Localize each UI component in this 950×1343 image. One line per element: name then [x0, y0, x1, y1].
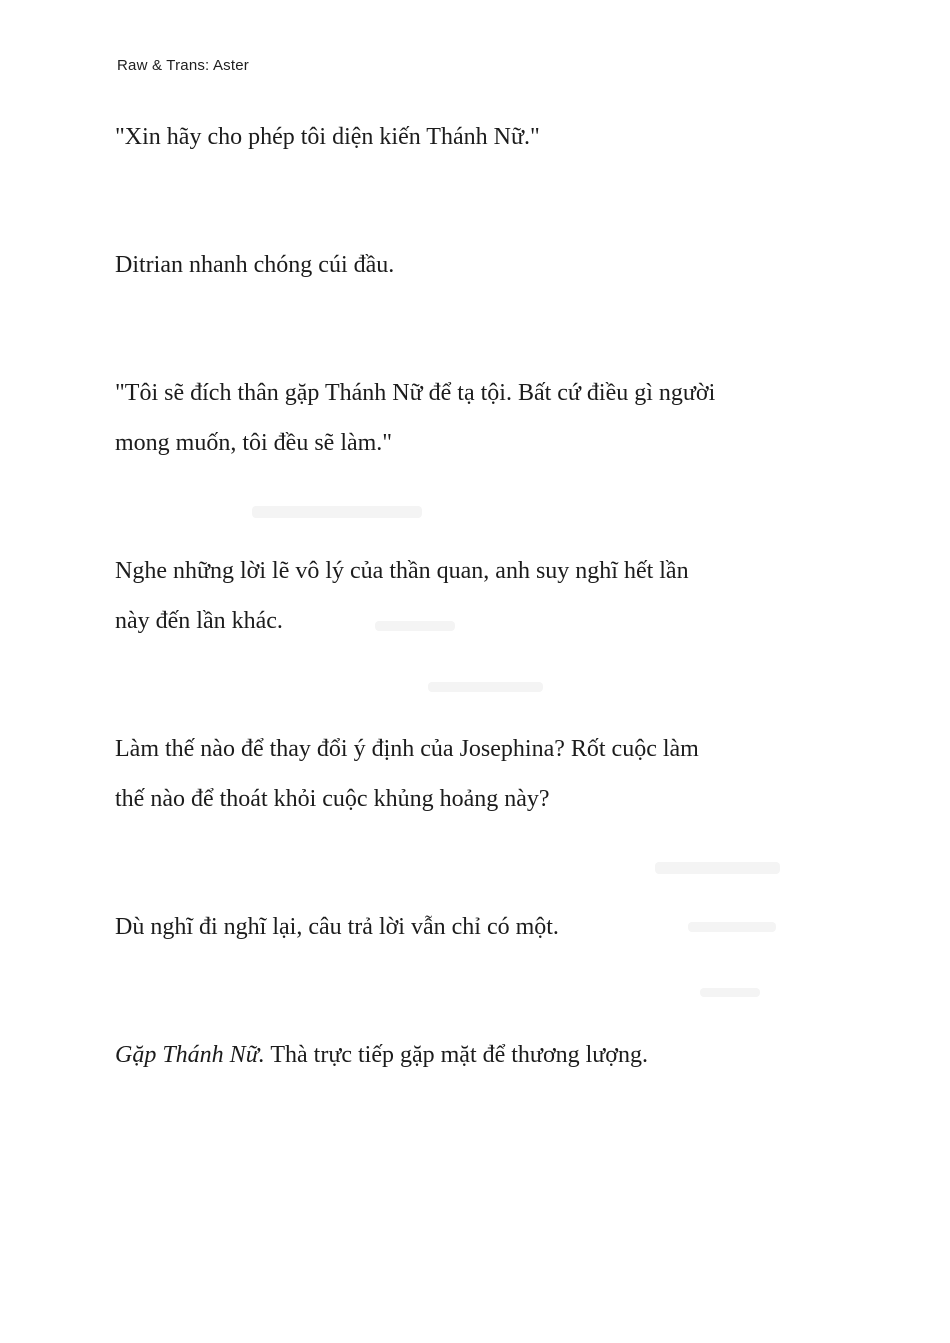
- ghost-artifact: [700, 988, 760, 997]
- paragraph-narration-2: [115, 546, 855, 646]
- ghost-artifact: [252, 506, 422, 518]
- paragraph-dialogue-2: [115, 368, 855, 468]
- ghost-artifact: [688, 922, 776, 932]
- paragraph-dialogue-1: [115, 112, 855, 162]
- ghost-artifact: [655, 862, 780, 874]
- translator-credit: Raw & Trans: Aster: [117, 57, 249, 74]
- page-content: [115, 112, 855, 1080]
- paragraph-line: Ditrian nhanh chóng cúi đầu.: [115, 252, 395, 278]
- paragraph-line: "Xin hãy cho phép tôi diện kiến Thánh Nữ.": [115, 124, 540, 150]
- paragraph-line: này đến lần khác.: [115, 608, 283, 634]
- ghost-artifact: [428, 682, 543, 692]
- paragraph-line: [115, 1030, 855, 1080]
- paragraph-line: Dù nghĩ đi nghĩ lại, câu trả lời vẫn chỉ có một.: [115, 914, 559, 940]
- italic-thought-phrase: Gặp Thánh Nữ.: [115, 1042, 265, 1068]
- paragraph-line: thế nào để thoát khỏi cuộc khủng hoảng này?: [115, 786, 550, 812]
- paragraph-line: mong muốn, tôi đều sẽ làm.": [115, 430, 393, 456]
- thought-continuation: Thà trực tiếp gặp mặt để thương lượng.: [264, 1042, 648, 1068]
- ghost-artifact: [375, 621, 455, 631]
- paragraph-thought: [115, 1030, 855, 1080]
- paragraph-line: Nghe những lời lẽ vô lý của thần quan, anh suy nghĩ hết lần: [115, 558, 689, 584]
- paragraph-line: "Tôi sẽ đích thân gặp Thánh Nữ để tạ tội. Bất cứ điều gì người: [115, 380, 716, 406]
- paragraph-line: Làm thế nào để thay đổi ý định của Josephina? Rốt cuộc làm: [115, 736, 699, 762]
- paragraph-narration-3: [115, 724, 855, 824]
- paragraph-narration-1: [115, 240, 855, 290]
